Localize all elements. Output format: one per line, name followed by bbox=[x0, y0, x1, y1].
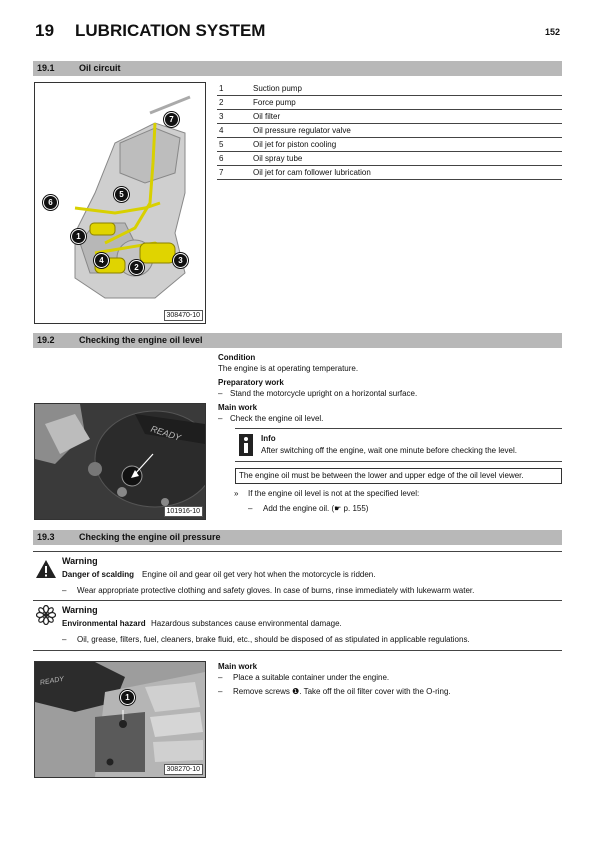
oil-circuit-figure bbox=[34, 82, 206, 324]
main-item-2: Remove screws ❶. Take off the oil filter cover with the O-ring. bbox=[233, 687, 451, 696]
engine-side-photo bbox=[35, 404, 205, 519]
sub-item: Add the engine oil. (☛ p. 155) bbox=[263, 504, 369, 513]
section-number: 19.3 bbox=[37, 532, 55, 542]
legend-row: 5 Oil jet for piston cooling bbox=[217, 138, 562, 152]
engine-cover-logo: READY bbox=[39, 675, 65, 687]
info-top-rule bbox=[235, 428, 562, 429]
figure-code: 101916-10 bbox=[164, 506, 203, 517]
legend-row: 3 Oil filter bbox=[217, 110, 562, 124]
callout-6: 6 bbox=[43, 195, 58, 210]
condition-bullet-marker: » bbox=[234, 489, 239, 498]
section-header-oil-circuit bbox=[33, 61, 562, 76]
callout-1: 1 bbox=[71, 229, 86, 244]
prep-item: Stand the motorcycle upright on a horizontal surface. bbox=[230, 389, 418, 398]
callout-4: 4 bbox=[94, 253, 109, 268]
section-header-oil-level bbox=[33, 333, 562, 348]
engine-illustration bbox=[35, 83, 205, 323]
warning-dash: – bbox=[62, 586, 67, 595]
environment-flower-icon bbox=[36, 605, 56, 625]
callout-1: 1 bbox=[120, 690, 135, 705]
warning-text: Engine oil and gear oil get very hot when the motorcycle is ridden. bbox=[142, 570, 376, 579]
main-heading: Main work bbox=[218, 403, 258, 412]
warning-triangle-icon bbox=[35, 559, 57, 579]
callout-7: 7 bbox=[164, 112, 179, 127]
main-work-heading: Main work bbox=[218, 662, 258, 671]
section-title: Oil circuit bbox=[79, 63, 121, 73]
figure-code: 308470-10 bbox=[164, 310, 203, 321]
info-icon bbox=[239, 434, 253, 456]
sub-item-dash: – bbox=[248, 504, 253, 513]
warning-mid-rule bbox=[33, 600, 562, 601]
oil-level-figure bbox=[34, 403, 206, 520]
legend-row: 1 Suction pump bbox=[217, 82, 562, 96]
callout-3: 3 bbox=[173, 253, 188, 268]
env-warning-heading: Warning bbox=[62, 605, 98, 615]
prep-heading: Preparatory work bbox=[218, 378, 284, 387]
info-text: After switching off the engine, wait one minute before checking the level. bbox=[261, 446, 518, 455]
main-dash-2: – bbox=[218, 687, 223, 696]
main-item: Check the engine oil level. bbox=[230, 414, 324, 423]
main-dash-1: – bbox=[218, 673, 223, 682]
chapter-number: 19 bbox=[35, 21, 55, 40]
main-dash: – bbox=[218, 414, 223, 423]
main-item-1: Place a suitable container under the engine. bbox=[233, 673, 390, 682]
info-bottom-rule bbox=[235, 461, 562, 462]
warning-label: Danger of scalding bbox=[62, 570, 135, 579]
warning-item: Wear appropriate protective clothing and safety gloves. In case of burns, rinse immediately with lukewarm water. bbox=[77, 586, 475, 595]
condition-heading: Condition bbox=[218, 353, 256, 362]
legend-table bbox=[217, 82, 562, 180]
callout-5: 5 bbox=[114, 187, 129, 202]
env-warning-label: Environmental hazard bbox=[62, 619, 146, 628]
legend-row: 2 Force pump bbox=[217, 96, 562, 110]
env-warning-item: Oil, grease, filters, fuel, cleaners, brake fluid, etc., should be disposed of as stipulated in applicable regulations. bbox=[77, 635, 470, 644]
warning-top-rule bbox=[33, 551, 562, 552]
section-header-oil-pressure bbox=[33, 530, 562, 545]
oil-level-note: The engine oil must be between the lower and upper edge of the oil level viewer. bbox=[235, 468, 562, 484]
oil-filter-photo bbox=[35, 662, 205, 777]
page-number: 152 bbox=[544, 27, 560, 37]
condition-text: The engine is at operating temperature. bbox=[218, 364, 359, 373]
section-number: 19.2 bbox=[37, 335, 55, 345]
warning-bottom-rule bbox=[33, 650, 562, 651]
chapter-title: LUBRICATION SYSTEM bbox=[75, 21, 266, 40]
callout-2: 2 bbox=[129, 260, 144, 275]
prep-dash: – bbox=[218, 389, 223, 398]
figure-code: 308270-10 bbox=[164, 764, 203, 775]
oil-filter-figure bbox=[34, 661, 206, 778]
env-warning-dash: – bbox=[62, 635, 67, 644]
warning-heading: Warning bbox=[62, 556, 98, 566]
section-title: Checking the engine oil level bbox=[79, 335, 203, 345]
section-title: Checking the engine oil pressure bbox=[79, 532, 221, 542]
section-number: 19.1 bbox=[37, 63, 55, 73]
env-warning-text: Hazardous substances cause environmental damage. bbox=[151, 619, 342, 628]
legend-row: 7 Oil jet for cam follower lubrication bbox=[217, 166, 562, 180]
engine-cover-logo: READY bbox=[149, 423, 183, 443]
condition-bullet-text: If the engine oil level is not at the specified level: bbox=[248, 489, 420, 498]
legend-row: 6 Oil spray tube bbox=[217, 152, 562, 166]
info-heading: Info bbox=[261, 434, 276, 443]
legend-row: 4 Oil pressure regulator valve bbox=[217, 124, 562, 138]
